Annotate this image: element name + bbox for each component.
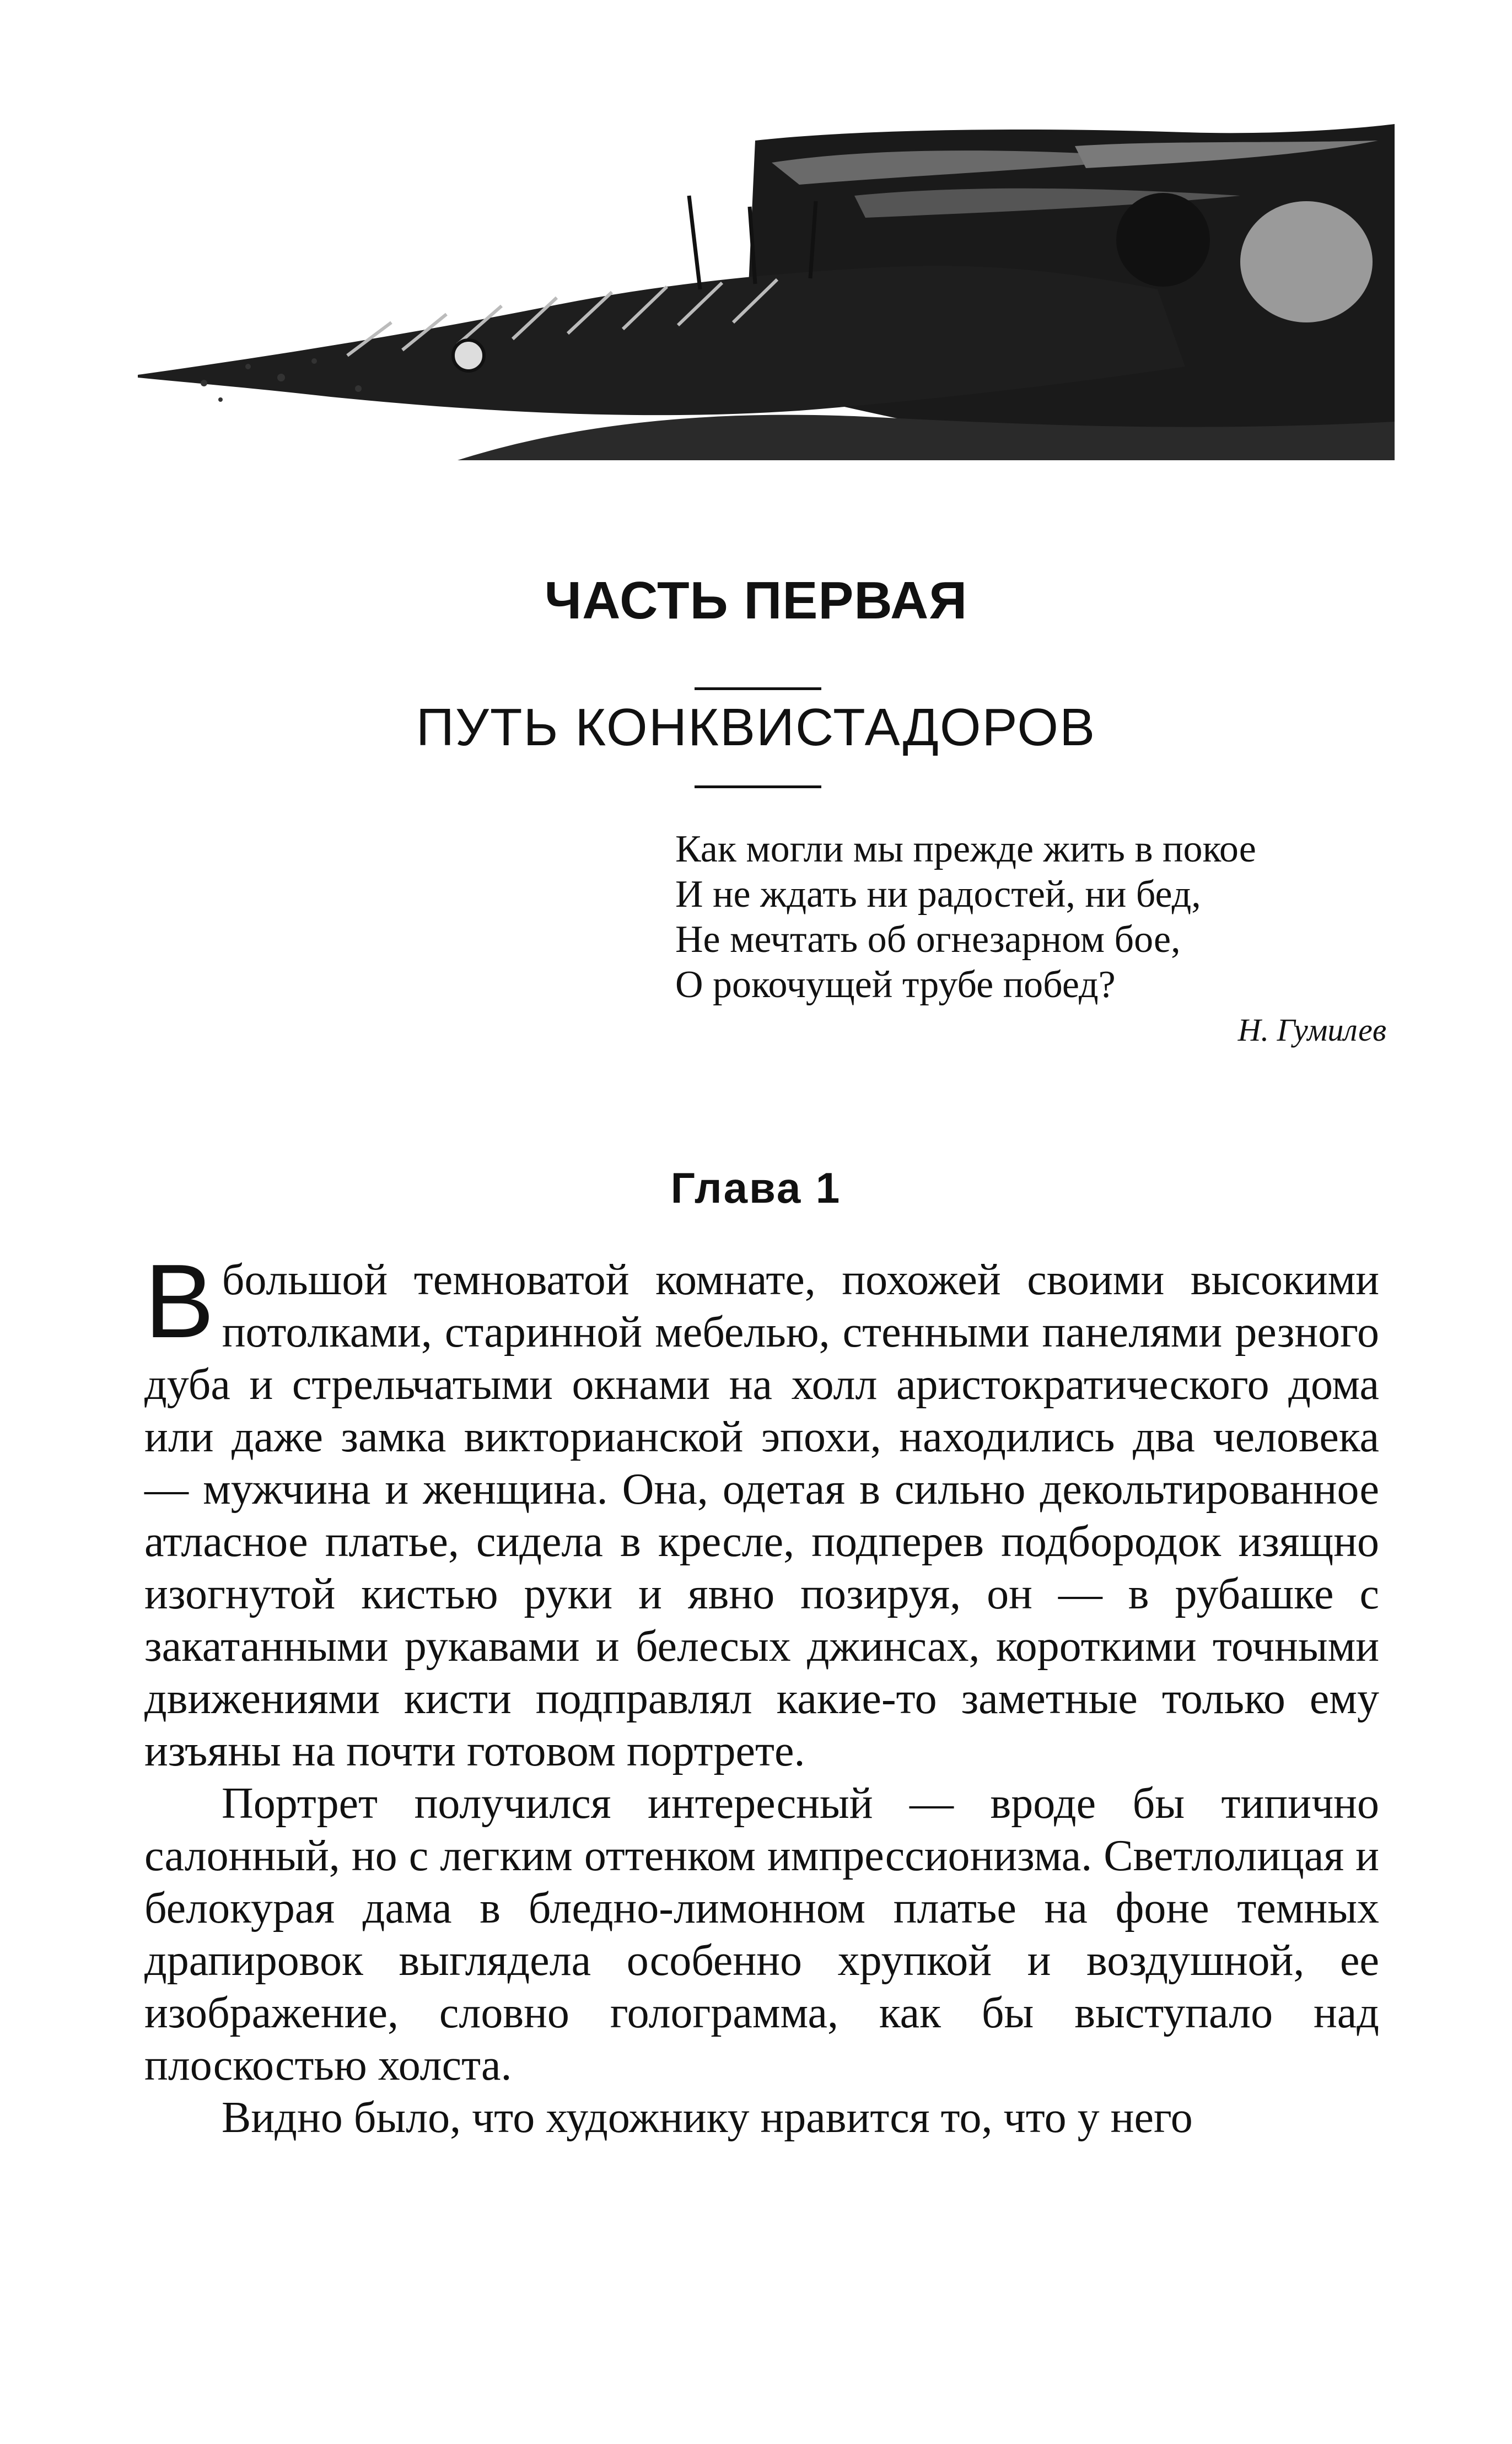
illustration-svg <box>138 124 1395 460</box>
epigraph-line: Не мечтать об огнезарном бое, <box>675 918 1181 961</box>
epigraph-line: Как могли мы прежде жить в покое <box>675 828 1256 870</box>
paragraph-text: большой темноватой комнате, похожей своими высокими потолками, старинной мебелью, стенными панелями резного дуба и стрельчатыми окнами на холл аристократического дома или даже замка викторианской эпохи, находились два человека — мужчина и женщина. Она, одетая в сильно декольтированное атласное платье, сидела в кресле, подперев подбородок изящно изогнутой кистью руки и явно позируя, он — в рубашке с закатанными рукавами и белесых джинсах, короткими точными движениями кисти подправлял какие-то заметные только ему изъяны на почти готовом портрете. <box>144 1256 1379 1775</box>
divider-rule-bottom <box>695 785 821 788</box>
part-title: ЧАСТЬ ПЕРВАЯ <box>544 571 968 630</box>
epigraph-author: Н. Гумилев <box>1237 1012 1386 1048</box>
drop-cap: В <box>144 1243 214 1360</box>
part-subtitle: ПУТЬ КОНКВИСТАДОРОВ <box>416 698 1096 757</box>
paragraph: Портрет получился интересный — вроде бы типично салонный, но с легким оттенком импрессионизма. Светлолицая и белокурая дама в бледно-лимонном платье на фоне темных драпировок выглядела особенно хрупкой и воздушной, ее изображение, словно голограмма, как бы выступало над плоскостью холста. <box>144 1779 1379 2090</box>
paragraph <box>144 1243 1379 1778</box>
divider-rule-top <box>695 687 821 690</box>
chapter-title: Глава 1 <box>670 1164 842 1212</box>
engraving-ship-illustration <box>138 124 1395 460</box>
epigraph-line: И не ждать ни радостей, ни бед, <box>675 873 1201 916</box>
epigraph <box>675 827 1386 1049</box>
paragraph: Видно было, что художнику нравится то, что у него <box>222 2093 1193 2142</box>
chapter-body <box>144 1243 1379 2144</box>
epigraph-line: О рокочущей трубе побед? <box>675 963 1116 1006</box>
